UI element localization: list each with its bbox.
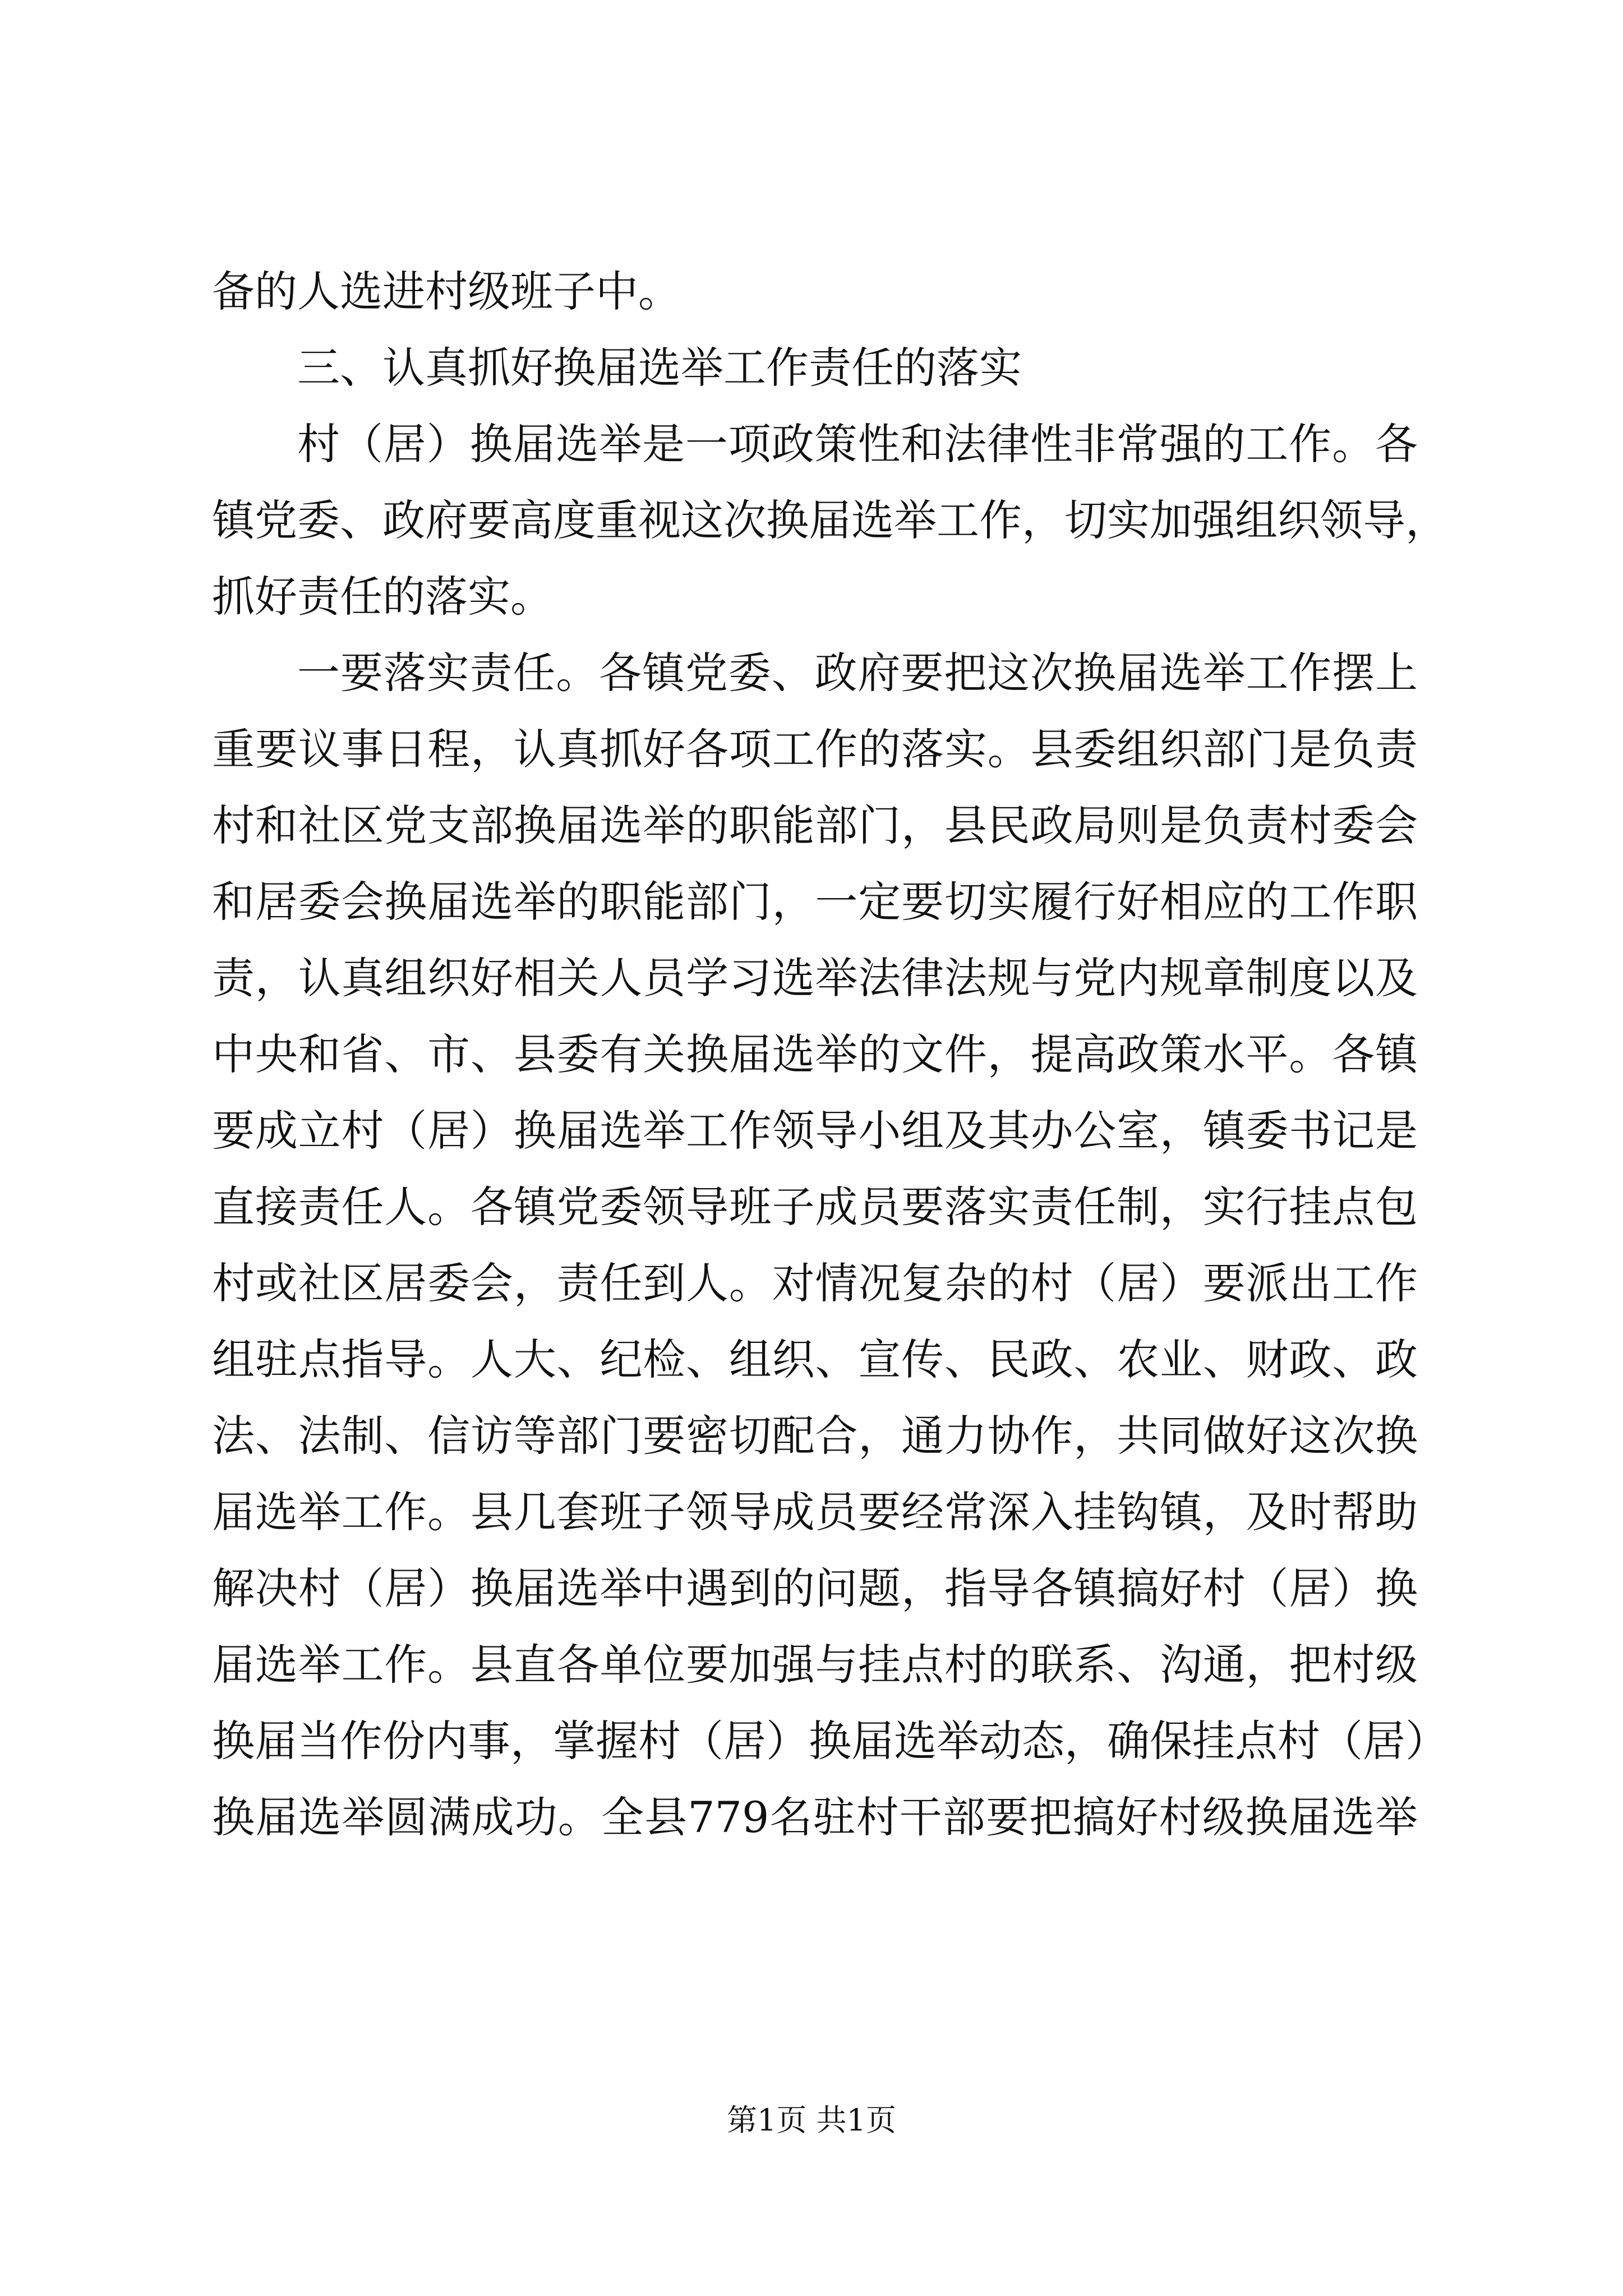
section-heading: 三、认真抓好换届选举工作责任的落实 (297, 343, 1022, 393)
text-line: 届选举工作。县直各单位要加强与挂点村的联系、沟通，把村级 (212, 1640, 1418, 1690)
text-line: 组驻点指导。人大、纪检、组织、宣传、民政、农业、财政、政 (212, 1335, 1418, 1384)
text-line: 换届选举圆满成功。全县779名驻村干部要把搞好村级换届选举 (212, 1792, 1418, 1842)
text-line: 镇党委、政府要高度重视这次换届选举工作，切实加强组织领导， (212, 495, 1448, 545)
text-line: 解决村（居）换届选举中遇到的问题，指导各镇搞好村（居）换 (212, 1563, 1418, 1613)
text-line: 责，认真组织好相关人员学习选举法律法规与党内规章制度以及 (212, 953, 1418, 1003)
page-footer: 第1页 共1页 (727, 2102, 896, 2138)
text-line: 和居委会换届选举的职能部门，一定要切实履行好相应的工作职 (212, 877, 1418, 927)
text-line: 重要议事日程，认真抓好各项工作的落实。县委组织部门是负责 (212, 724, 1418, 774)
document-body (212, 254, 1448, 1856)
text-line: 备的人选进村级班子中。 (212, 266, 681, 316)
text-line: 村（居）换届选举是一项政策性和法律性非常强的工作。各 (297, 419, 1418, 469)
text-line: 村或社区居委会，责任到人。对情况复杂的村（居）要派出工作 (212, 1258, 1418, 1308)
text-line: 换届当作份内事，掌握村（居）换届选举动态，确保挂点村（居） (212, 1716, 1448, 1766)
text-line: 中央和省、市、县委有关换届选举的文件，提高政策水平。各镇 (212, 1029, 1418, 1079)
text-line: 抓好责任的落实。 (212, 572, 553, 622)
text-line: 要成立村（居）换届选举工作领导小组及其办公室，镇委书记是 (212, 1106, 1418, 1156)
text-line: 一要落实责任。各镇党委、政府要把这次换届选举工作摆上 (297, 648, 1418, 698)
text-line: 法、法制、信访等部门要密切配合，通力协作，共同做好这次换 (212, 1411, 1418, 1461)
text-line: 届选举工作。县几套班子领导成员要经常深入挂钩镇，及时帮助 (212, 1487, 1418, 1537)
text-line: 村和社区党支部换届选举的职能部门，县民政局则是负责村委会 (212, 800, 1418, 850)
text-line: 直接责任人。各镇党委领导班子成员要落实责任制，实行挂点包 (212, 1182, 1418, 1232)
